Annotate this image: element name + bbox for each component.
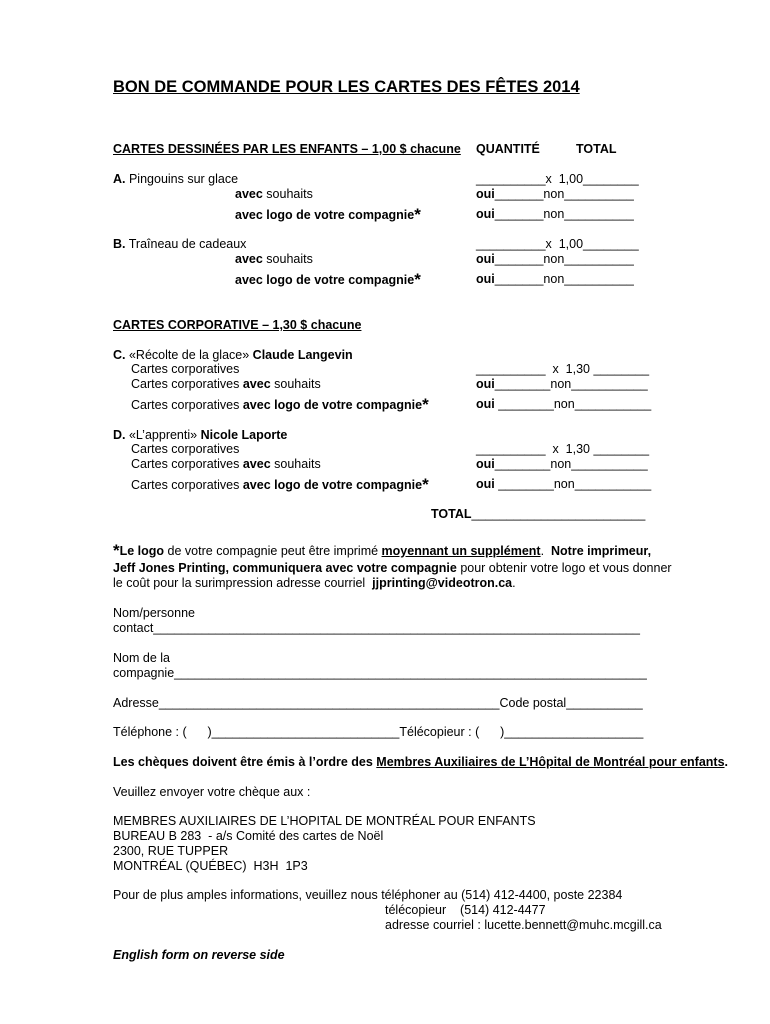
logo-note-line-3: le coût pour la surimpression adresse courriel jjprinting@videotron.ca. [113, 576, 516, 590]
item-a-wishes-yes-no[interactable]: oui_______non__________ [476, 187, 634, 201]
asterisk-icon: * [113, 541, 120, 560]
item-b-logo-yes-no[interactable]: oui_______non__________ [476, 272, 634, 286]
item-c-row-wishes: Cartes corporatives avec souhaits [131, 377, 321, 391]
item-b-option-logo: avec logo de votre compagnie* [235, 270, 421, 289]
item-d-row-wishes: Cartes corporatives avec souhaits [131, 457, 321, 471]
item-a-title [113, 173, 238, 186]
item-d-title: D. «L’apprenti» Nicole Laporte [113, 428, 288, 442]
asterisk-icon: * [414, 205, 421, 224]
item-b-quantity-line[interactable]: __________x 1,00________ [476, 237, 639, 251]
contact-field[interactable]: contact______________________________________________________________________ [113, 621, 640, 635]
logo-note-line-1: *Le logo de votre compagnie peut être imprimé moyennant un supplément. Notre imprimeur, [113, 541, 652, 560]
company-label: Nom de la [113, 651, 170, 665]
printer-email: jjprinting@videotron.ca [372, 576, 513, 590]
item-a-quantity-line[interactable]: __________x 1,00________ [476, 172, 639, 186]
item-c-artist: Claude Langevin [252, 348, 353, 362]
logo-note-line-2: Jeff Jones Printing, communiquera avec votre compagnie pour obtenir votre logo et vous donner [113, 561, 672, 575]
address-postal-field[interactable]: Adresse_________________________________________________Code postal___________ [113, 696, 643, 710]
section-heading-corporate-cards: CARTES CORPORATIVE – 1,30 $ chacune [113, 318, 362, 332]
phone-fax-field[interactable]: Téléphone : ( )___________________________Télécopieur : ( )____________________ [113, 725, 644, 739]
item-b-name: Traîneau de cadeaux [125, 237, 247, 251]
item-a-option-wishes: avec souhaits [235, 187, 313, 201]
info-email: adresse courriel : lucette.bennett@muhc.mcgill.ca [385, 918, 662, 932]
item-c-row-plain: Cartes corporatives [131, 362, 240, 376]
item-c-quantity-line[interactable]: __________ x 1,30 ________ [476, 362, 650, 376]
asterisk-icon: * [422, 395, 429, 414]
mailing-address-line-4: MONTRÉAL (QUÉBEC) H3H 1P3 [113, 859, 308, 873]
send-cheque-text: Veuillez envoyer votre chèque aux : [113, 785, 311, 799]
english-form-note: English form on reverse side [113, 948, 285, 962]
page-title: BON DE COMMANDE POUR LES CARTES DES FÊTES 2014 [113, 78, 580, 96]
item-d-quantity-line[interactable]: __________ x 1,30 ________ [476, 442, 650, 456]
item-a-option-logo: avec logo de votre compagnie* [235, 205, 421, 224]
mailing-address-line-1: MEMBRES AUXILIAIRES DE L’HOPITAL DE MONTRÉAL POUR ENFANTS [113, 814, 536, 828]
column-header-quantity: QUANTITÉ [476, 142, 540, 156]
info-phone: Pour de plus amples informations, veuillez nous téléphoner au (514) 412-4400, poste 22384 [113, 888, 623, 902]
item-a-logo-yes-no[interactable]: oui_______non__________ [476, 207, 634, 221]
item-d-wishes-yes-no[interactable]: oui________non___________ [476, 457, 648, 471]
section-heading-children-cards: CARTES DESSINÉES PAR LES ENFANTS – 1,00 $ chacune [113, 142, 461, 156]
contact-label: Nom/personne [113, 606, 195, 620]
company-field[interactable]: compagnie____________________________________________________________________ [113, 666, 647, 680]
item-b-letter: B. [113, 237, 126, 251]
item-d-artist: Nicole Laporte [200, 428, 288, 442]
item-c-title: C. «Récolte de la glace» Claude Langevin [113, 348, 353, 362]
grand-total-line[interactable]: TOTAL_________________________ [431, 507, 646, 521]
item-d-row-plain: Cartes corporatives [131, 442, 240, 456]
item-b-wishes-yes-no[interactable]: oui_______non__________ [476, 252, 634, 266]
item-a-letter: A. [113, 172, 126, 186]
cheque-payable-note: Les chèques doivent être émis à l’ordre des Membres Auxiliaires de L’Hôpital de Montréal pour enfants. [113, 755, 728, 769]
mailing-address-line-2: BUREAU B 283 - a/s Comité des cartes de Noël [113, 829, 384, 843]
grand-total-label: TOTAL [431, 507, 472, 521]
item-c-wishes-yes-no[interactable]: oui________non___________ [476, 377, 648, 391]
item-d-row-logo: Cartes corporatives avec logo de votre compagnie* [131, 475, 429, 494]
asterisk-icon: * [422, 475, 429, 494]
item-d-logo-yes-no[interactable]: oui ________non___________ [476, 477, 652, 491]
mailing-address-line-3: 2300, RUE TUPPER [113, 844, 229, 858]
info-fax: télécopieur (514) 412-4477 [385, 903, 546, 917]
item-c-logo-yes-no[interactable]: oui ________non___________ [476, 397, 652, 411]
asterisk-icon: * [414, 270, 421, 289]
item-c-row-logo: Cartes corporatives avec logo de votre compagnie* [131, 395, 429, 414]
item-b-option-wishes: avec souhaits [235, 252, 313, 266]
column-header-total: TOTAL [576, 142, 617, 156]
item-b-title [113, 238, 246, 251]
item-a-name: Pingouins sur glace [125, 172, 239, 186]
